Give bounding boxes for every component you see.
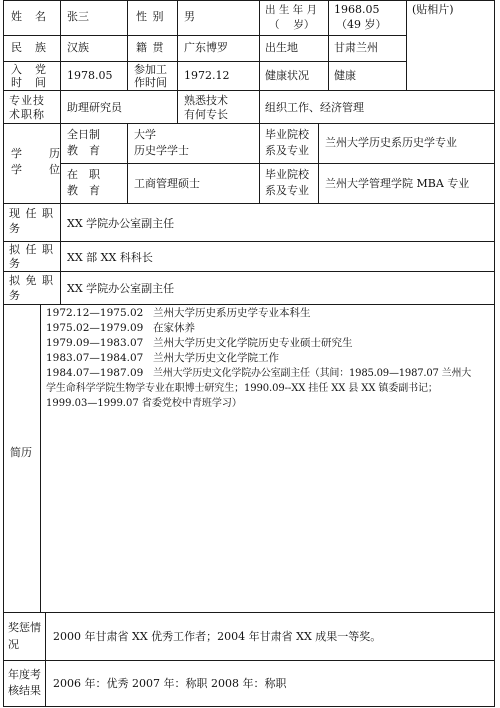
gender-value: 男	[184, 10, 195, 23]
birthplace-label: 出生地	[265, 41, 298, 54]
work-start-label: 参加工	[134, 63, 167, 76]
row-line	[60, 163, 495, 164]
inservice-degree-value: 工商管理硕士	[134, 177, 200, 190]
fulltime-school-label: 毕业院校	[265, 128, 309, 141]
row-line	[3, 35, 406, 36]
col-line	[127, 123, 128, 203]
name-label: 姓 名	[11, 10, 47, 23]
proposed-post-label: 拟 任 职	[9, 243, 54, 256]
resume-text: 兰州大学历史系历史学专业本科生	[153, 307, 311, 319]
col-line	[259, 123, 260, 203]
current-post-label: 现 任 职	[9, 207, 54, 220]
title-label-2: 术职称	[9, 108, 45, 121]
title-label: 专业技	[9, 94, 45, 107]
removed-post-value: XX 学院办公室副主任	[67, 282, 175, 295]
resume-text: 在家休养	[153, 322, 195, 334]
resume-text: 兰州大学历史文化学院历史专业硕士研究生	[153, 337, 353, 349]
fulltime-school-value: 兰州大学历史系历史学专业	[325, 136, 457, 149]
awards-label: 奖惩情	[8, 621, 41, 634]
col-line	[259, 90, 260, 123]
proposed-post-label-2: 务	[9, 257, 20, 270]
photo-placeholder: (贴相片)	[412, 3, 454, 16]
expertise-value: 组织工作、经济管理	[265, 101, 364, 114]
resume-list	[46, 306, 492, 411]
title-value: 助理研究员	[67, 101, 122, 114]
inservice-school-label: 毕业院校	[265, 168, 309, 181]
row-line	[3, 241, 495, 242]
cadre-form	[3, 0, 495, 707]
row-line	[3, 706, 495, 707]
fulltime-degree-value-2: 历史学学士	[134, 144, 189, 157]
row-line	[3, 271, 495, 272]
health-label: 健康状况	[265, 69, 309, 82]
awards-value: 2000 年甘肃省 XX 优秀工作者；2004 年甘肃省 XX 成果一等奖。	[53, 630, 382, 643]
fulltime-edu-label-2: 教 育	[67, 144, 100, 157]
ethnicity-value: 汉族	[67, 41, 89, 54]
col-line	[406, 0, 407, 90]
annual-review-label-2: 核结果	[8, 684, 41, 697]
resume-entry	[46, 336, 492, 351]
gender-label: 性 别	[136, 10, 165, 23]
education-label: 学 历	[11, 147, 68, 160]
resume-label: 简历	[10, 446, 32, 459]
col-line	[177, 0, 178, 90]
resume-entry	[46, 366, 492, 381]
resume-text: 兰州大学历史文化学院工作	[153, 352, 279, 364]
work-start-value: 1972.12	[184, 69, 230, 82]
annual-review-value: 2006 年：优秀 2007 年：称职 2008 年：称职	[53, 677, 287, 690]
resume-entry	[46, 351, 492, 366]
fulltime-school-label-2: 系及专业	[265, 144, 309, 157]
party-join-label-2: 时 间	[11, 76, 47, 89]
origin-label: 籍 贯	[136, 41, 165, 54]
resume-text: 兰州大学历史文化学院办公室副主任（其间：1985.09—1987.07 兰州大	[153, 368, 472, 379]
annual-review-label: 年度考	[8, 668, 41, 681]
row-line	[3, 90, 495, 91]
col-line	[177, 90, 178, 123]
resume-period: 1972.12—1975.02	[46, 307, 144, 319]
row-line	[3, 304, 495, 305]
resume-period: 1975.02—1979.09	[46, 322, 144, 334]
birth-label: 出 生 年 月	[265, 4, 318, 16]
col-line	[40, 304, 41, 612]
degree-label: 学 位	[11, 163, 68, 176]
fulltime-degree-value: 大学	[134, 128, 156, 141]
col-line	[127, 0, 128, 90]
col-line	[45, 612, 46, 707]
resume-entry	[46, 306, 492, 321]
origin-value: 广东博罗	[184, 41, 228, 54]
health-value: 健康	[334, 69, 356, 82]
row-line	[3, 61, 406, 62]
expertise-label: 熟悉技术	[184, 94, 228, 107]
col-line	[259, 0, 260, 90]
inservice-school-label-2: 系及专业	[265, 184, 309, 197]
inservice-school-value: 兰州大学管理学院 MBA 专业	[325, 177, 470, 190]
resume-continuation: 1999.03—1999.07 省委党校中青班学习）	[46, 398, 242, 409]
ethnicity-label: 民 族	[11, 41, 47, 54]
resume-period: 1984.07—1987.09	[46, 367, 144, 379]
row-line	[3, 123, 495, 124]
expertise-label-2: 有何专长	[184, 108, 228, 121]
birthplace-value: 甘肃兰州	[334, 41, 378, 54]
resume-continuation: 学生命科学学院生物学专业在职博士研究生；1990.09--XX 挂任 XX 县 XX 镇委副书记；	[46, 383, 438, 394]
awards-label-2: 况	[8, 638, 19, 651]
party-join-label: 入 党	[11, 63, 47, 76]
resume-period: 1983.07—1984.07	[46, 352, 144, 364]
row-line	[3, 660, 495, 661]
current-post-label-2: 务	[9, 222, 20, 235]
col-line	[328, 0, 329, 90]
current-post-value: XX 学院办公室副主任	[67, 217, 175, 230]
resume-entry	[46, 321, 492, 336]
work-start-label-2: 作时间	[134, 76, 167, 89]
inservice-edu-label: 在 职	[67, 168, 100, 181]
party-join-value: 1978.05	[67, 69, 113, 82]
col-line	[3, 0, 4, 707]
row-line	[3, 612, 495, 613]
fulltime-edu-label: 全日制	[67, 128, 100, 141]
name-value: 张三	[67, 10, 89, 23]
col-line	[494, 0, 495, 707]
row-line	[3, 0, 495, 1]
removed-post-label: 拟 免 职	[9, 274, 54, 287]
col-line	[318, 123, 319, 203]
resume-period: 1979.09—1983.07	[46, 337, 144, 349]
inservice-edu-label-2: 教 育	[67, 184, 100, 197]
removed-post-label-2: 务	[9, 289, 20, 302]
age-label: （ 岁）	[269, 19, 315, 31]
row-line	[3, 203, 495, 204]
birth-date-value: 1968.05	[334, 3, 380, 16]
age-value: （49 岁）	[336, 18, 387, 31]
proposed-post-value: XX 部 XX 科科长	[67, 251, 153, 264]
